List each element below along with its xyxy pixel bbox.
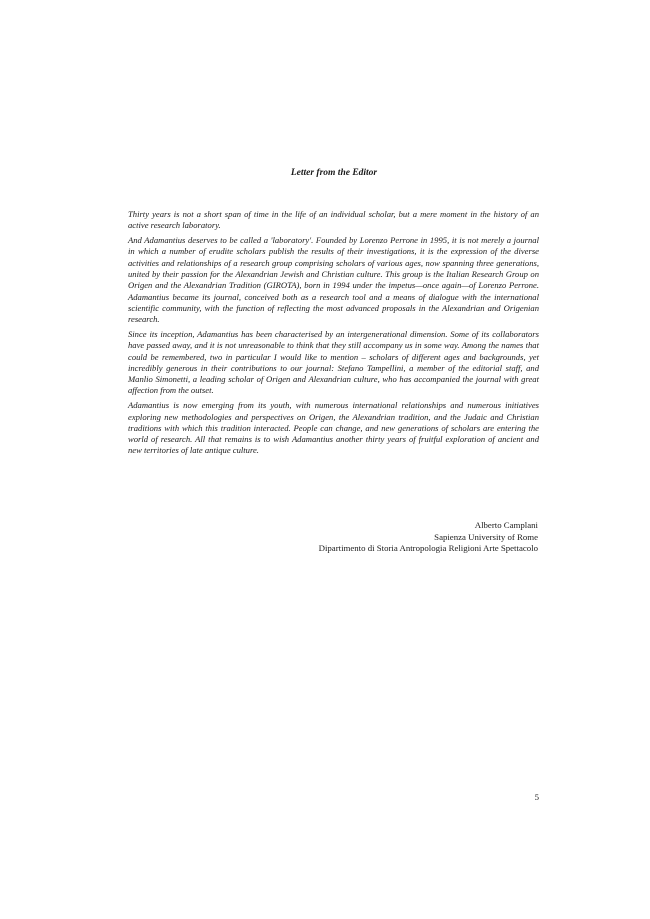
signature-block [319, 520, 538, 555]
author-affiliation: Sapienza University of Rome [434, 531, 538, 542]
paragraph: And Adamantius deserves to be called a 'laboratory'. Founded by Lorenzo Perrone in 1995, it is not merely a journal in which a number of erudite scholars publish the results of their investigations, it is the expression of the diverse activities and relationships of a research group comprising scholars of various ages, now spanning three generations, united by their passion for the Alexandrian Jewish and Christian culture. This group is the Italian Research Group on Origen and the Alexandrian Tradition (GIROTA), born in 1994 under the impetus—once again—of Lorenzo Perrone. Adamantius became its journal, conceived both as a research tool and a means of dialogue with the international scientific community, with the function of reflecting the most advanced proposals in the Alexandrian and Origenian research. [128, 235, 539, 325]
author-name: Alberto Camplani [474, 520, 538, 530]
letter-body [128, 209, 539, 460]
author-department: Dipartimento di Storia Antropologia Religioni Arte Spettacolo [318, 543, 538, 553]
paragraph: Thirty years is not a short span of time in the life of an individual scholar, but a mere moment in the history of an active research laboratory. [128, 209, 539, 231]
paragraph: Since its inception, Adamantius has been characterised by an intergenerational dimension. Some of its collaborators have passed away, and it is not unreasonable to think that they still accompany us in some way. Among the names that could be remembered, two in particular I would like to mention – scholars of different ages and backgrounds, yet incredibly generous in their contributions to our journal: Stefano Tampellini, a member of the editorial staff, and Manlio Simonetti, a leading scholar of Origen and Alexandrian culture, who has accompanied the journal with great affection from the outset. [128, 328, 539, 396]
page-title: Letter from the Editor [290, 168, 378, 178]
page-number: 5 [534, 792, 539, 802]
paragraph: Adamantius is now emerging from its youth, with numerous international relationships and numerous initiatives exploring new methodologies and perspectives on Origen, the Alexandrian tradition, and the Judaic and Christian traditions with which this tradition interacted. People can change, and new generations of scholars are entering the world of research. All that remains is to wish Adamantius another thirty years of fruitful exploration of ancient and new territories of late antique culture. [128, 400, 539, 456]
